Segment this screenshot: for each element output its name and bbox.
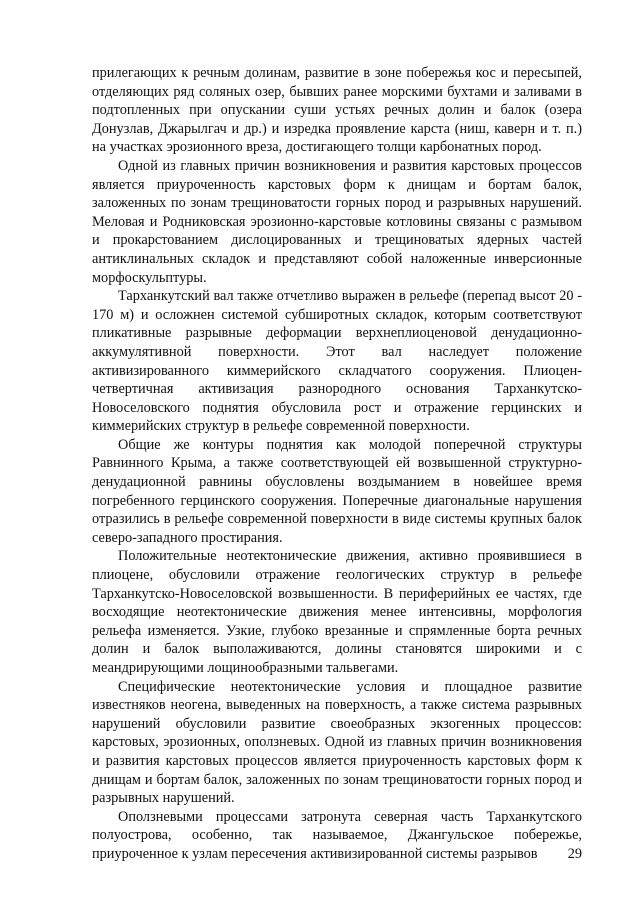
document-body [92,64,582,864]
page-number: 29 [567,846,582,862]
paragraph-3: Тарханкутский вал также отчетливо выражен в рельефе (перепад высот 20 - 170 м) и осложнен системой субширотных складок, которым соответствуют пликативные разрывные деформации верхнеплиоценовой денудационно-аккумулятивной поверхности. Этот вал наследует положение активизированного киммерийского складчатого сооружения. Плиоцен-четвертичная активизация разнородного основания Тарханкутско-Новоселовского поднятия обусловила рост и отражение герцинских и киммерийских структур в рельефе современной поверхности. [92,288,582,435]
paragraph-7: Оползневыми процессами затронута северная часть Тарханкутского полуострова, особенно, так называемое, Джангульское побережье, приуроченное к узлам пересечения активизированной системы разрывов [92,808,582,862]
paragraph-1: прилегающих к речным долинам, развитие в зоне побережья кос и пересыпей, отделяющих ряд соляных озер, бывших ранее морскими бухтами и заливами в подтопленных при опускании суши устьях речных долин и балок (озера Донузлав, Джарылгач и др.) и изредка проявление карста (ниш, каверн и т. п.) на участках эрозионного вреза, достигающего толщи карбонатных пород. [92,65,582,156]
paragraph-6: Специфические неотектонические условия и площадное развитие известняков неогена, выведенных на поверхность, а также система разрывных нарушений обусловили развитие своеобразных экзогенных процессов: карстовых, эрозионных, оползневых. Одной из главных причин возникновения и развития карстовых процессов является приуроченность карстовых форм к днищам и бортам балок, заложенных по зонам трещиноватости горных пород и разрывных нарушений. [92,678,582,807]
paragraph-5: Положительные неотектонические движения, активно проявившиеся в плиоцене, обусловили отражение геологических структур в рельефе Тарханкутско-Новоселовской возвышенности. В периферийных ее частях, где восходящие неотектонические движения менее интенсивны, морфология рельефа изменяется. Узкие, глубоко врезанные и спрямленные борта речных долин и балок выполаживаются, долины становятся широкими и с меандрирующими лощинообразными тальвегами. [92,548,582,676]
paragraph-2: Одной из главных причин возникновения и развития карстовых процессов является приуроченность карстовых форм к днищам и бортам балок, заложенных по зонам трещиноватости горных пород и разрывных нарушений. Меловая и Родниковская эрозионно-карстовые котловины связаны с размывом и прокарстованием дислоцированных и трещиноватых ядерных частей антиклинальных складок и представляют собой наложенные инверсионные морфоскульптуры. [92,157,582,286]
paragraph-4: Общие же контуры поднятия как молодой поперечной структуры Равнинного Крыма, а также соответствующей ей возвышенной структурно-денудационной равнины обусловлены воздыманием в новейшее время погребенного герцинского сооружения. Поперечные диагональные нарушения отразились в рельефе современной поверхности в виде системы крупных балок северо-западного простирания. [92,436,582,546]
